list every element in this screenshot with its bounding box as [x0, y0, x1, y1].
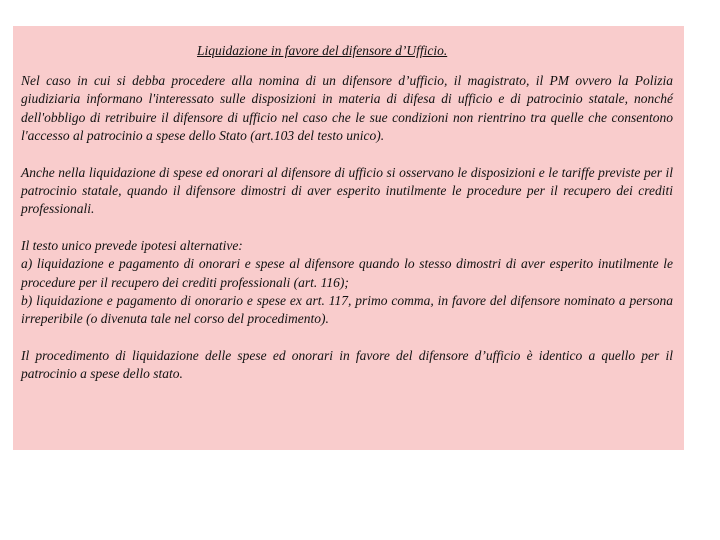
alternative-item-a: a) liquidazione e pagamento di onorari e spese al difensore quando lo stesso dimostri di aver esperito inutilmente le procedure per il recupero dei crediti professionali (art. 116); [21, 256, 673, 290]
paragraph-liquidazione: Anche nella liquidazione di spese ed onorari al difensore di ufficio si osservano le disposizioni e le tariffe previste per il patrocinio statale, quando il difensore dimostri di aver esperito inutilmente le procedure per il recupero dei crediti professionali. [21, 164, 673, 217]
paragraph-procedimento: Il procedimento di liquidazione delle spese ed onorari in favore del difensore d’ufficio è identico a quello per il patrocinio a spese dello stato. [21, 347, 673, 382]
document-panel [13, 26, 684, 450]
document-title: Liquidazione in favore del difensore d’Ufficio. [197, 43, 448, 58]
paragraph-alternative [21, 237, 673, 329]
alternatives-intro: Il testo unico prevede ipotesi alternative: [21, 237, 243, 253]
alternative-item-b: b) liquidazione e pagamento di onorario e spese ex art. 117, primo comma, in favore del difensore nominato a persona irreperibile (o divenuta tale nel corso del procedimento). [21, 293, 673, 327]
paragraph-nomina: Nel caso in cui si debba procedere alla nomina di un difensore d’ufficio, il magistrato, il PM ovvero la Polizia giudiziaria informano l'interessato sulle disposizioni in materia di difesa di ufficio e di patrocinio statale, nonché dell'obbligo di retribuire il difensore di ufficio nel caso che le sue condizioni non rientrino tra quelle che consentono l'accesso al patrocinio a spese dello Stato (art.103 del testo unico). [21, 73, 673, 144]
